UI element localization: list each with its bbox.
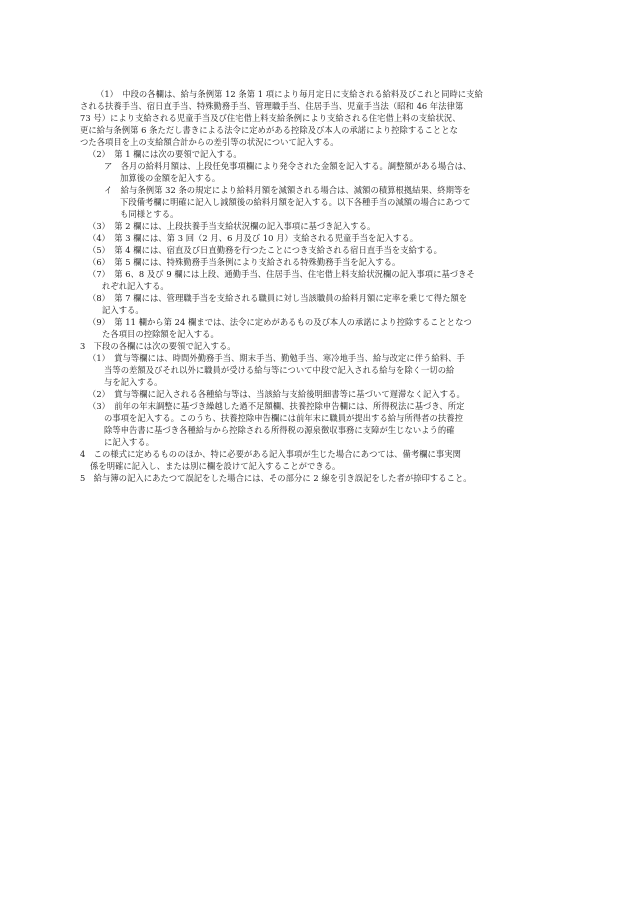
section-4-line: 4 この様式に定めるもののほか、特に必要がある記入事項が生じた場合にあつては、備考欄に事実関 xyxy=(80,449,461,459)
item-2b-line: 下段備考欄に明確に記入し減額後の給料月額を記入する。以下各種手当の減額の場合にあつて xyxy=(120,197,471,207)
item-3-line: （3） 第 2 欄には、上段扶養手当支給状況欄の記入事項に基づき記入する。 xyxy=(88,221,376,231)
section-5-line: 5 給与簿の記入にあたつて誤記をした場合には、その部分に 2 線を引き誤記をした者が捺印すること。 xyxy=(80,473,472,483)
item-6-line: （6） 第 5 欄には、特殊勤務手当条例により支給される特殊勤務手当を記入する。 xyxy=(88,257,401,267)
item-3-3-line: に記入する。 xyxy=(104,437,155,447)
item-1-line: つた各項目を上の支給額合計からの差引等の状況について記入する。 xyxy=(80,137,339,147)
item-3-3-line: 除等申告書に基づき各種給与から控除される所得税の源泉徴収事務に支障が生じないよう的確 xyxy=(104,425,455,435)
item-3-3-line: （3） 前年の年末調整に基づき繰越した過不足額欄、扶養控除申告欄には、所得税法に基づき、所定 xyxy=(88,401,465,411)
item-8-line: 記入する。 xyxy=(102,305,144,315)
item-3-1-line: （1） 賞与等欄には、時間外勤務手当、期末手当、勤勉手当、寒冷地手当、給与改定に伴う給料、手 xyxy=(88,353,465,363)
item-5-line: （5） 第 4 欄には、宿直及び日直勤務を行つたことにつき支給される宿日直手当を支給する。 xyxy=(88,245,442,255)
section-3-heading: 3 下段の各欄には次の要領で記入する。 xyxy=(80,341,236,351)
item-2b-line: イ 給与条例第 32 条の規定により給料月額を減額される場合は、減額の積算根拠結果、終期等を xyxy=(104,185,471,195)
item-8-line: （8） 第 7 欄には、管理職手当を支給される職員に対し当該職員の給料月額に定率を乗じて得た額を xyxy=(88,293,468,303)
item-3-3-line: の事項を記入する。このうち、扶養控除申告欄には前年末に職員が提出する給与所得者の扶養控 xyxy=(104,413,463,423)
item-9-line: た各項目の控除額を記入する。 xyxy=(102,329,219,339)
item-3-2-line: （2） 賞与等欄に記入される各種給与等は、当該給与支給後明細書等に基づいて遅滞なく記入する。 xyxy=(88,389,465,399)
item-3-1-line: 当等の差額及びそれ以外に職員が受ける給与等について中段で記入される給与を除く一切の給 xyxy=(104,365,455,375)
item-1-line: （1） 中段の各欄は、給与条例第 12 条第 1 項により毎月定日に支給される給料及びこれと同時に支給 xyxy=(96,89,483,99)
section-4-line: 係を明確に記入し、または別に欄を設けて記入することができる。 xyxy=(90,461,341,471)
item-2a-line: ア 各月の給料月額は、上段任免事項欄により発令された金額を記入する。調整額がある場合は、 xyxy=(104,161,472,171)
item-1-line: 73 号）により支給される児童手当及び住宅借上料支給条例により支給される住宅借上料の支給状況、 xyxy=(80,113,461,123)
item-1-line: 更に給与条例第 6 条ただし書きによる法令に定めがある控除及び本人の承諾により控除することとな xyxy=(80,125,458,135)
item-4-line: （4） 第 3 欄には、第 3 回（2 月、6 月及び 10 月）支給される児童手当を記入する。 xyxy=(88,233,419,243)
item-2b-line: も同様とする。 xyxy=(120,209,179,219)
item-2-line: （2） 第 1 欄には次の要領で記入する。 xyxy=(88,149,242,159)
item-2a-line: 加算後の金額を記入する。 xyxy=(120,173,221,183)
item-1-line: される扶養手当、宿日直手当、特殊勤務手当、管理職手当、住居手当、児童手当法（昭和 46 年法律第 xyxy=(80,101,464,111)
item-7-line: れぞれ記入する。 xyxy=(102,281,169,291)
item-9-line: （9） 第 11 欄から第 24 欄までは、法令に定めがあるもの及び本人の承諾により控除することとなつ xyxy=(88,317,472,327)
item-7-line: （7） 第 6、8 及び 9 欄には上段、通勤手当、住居手当、住宅借上料支給状況欄の記入事項に基づきそ xyxy=(88,269,475,279)
item-3-1-line: 与を記入する。 xyxy=(104,377,163,387)
